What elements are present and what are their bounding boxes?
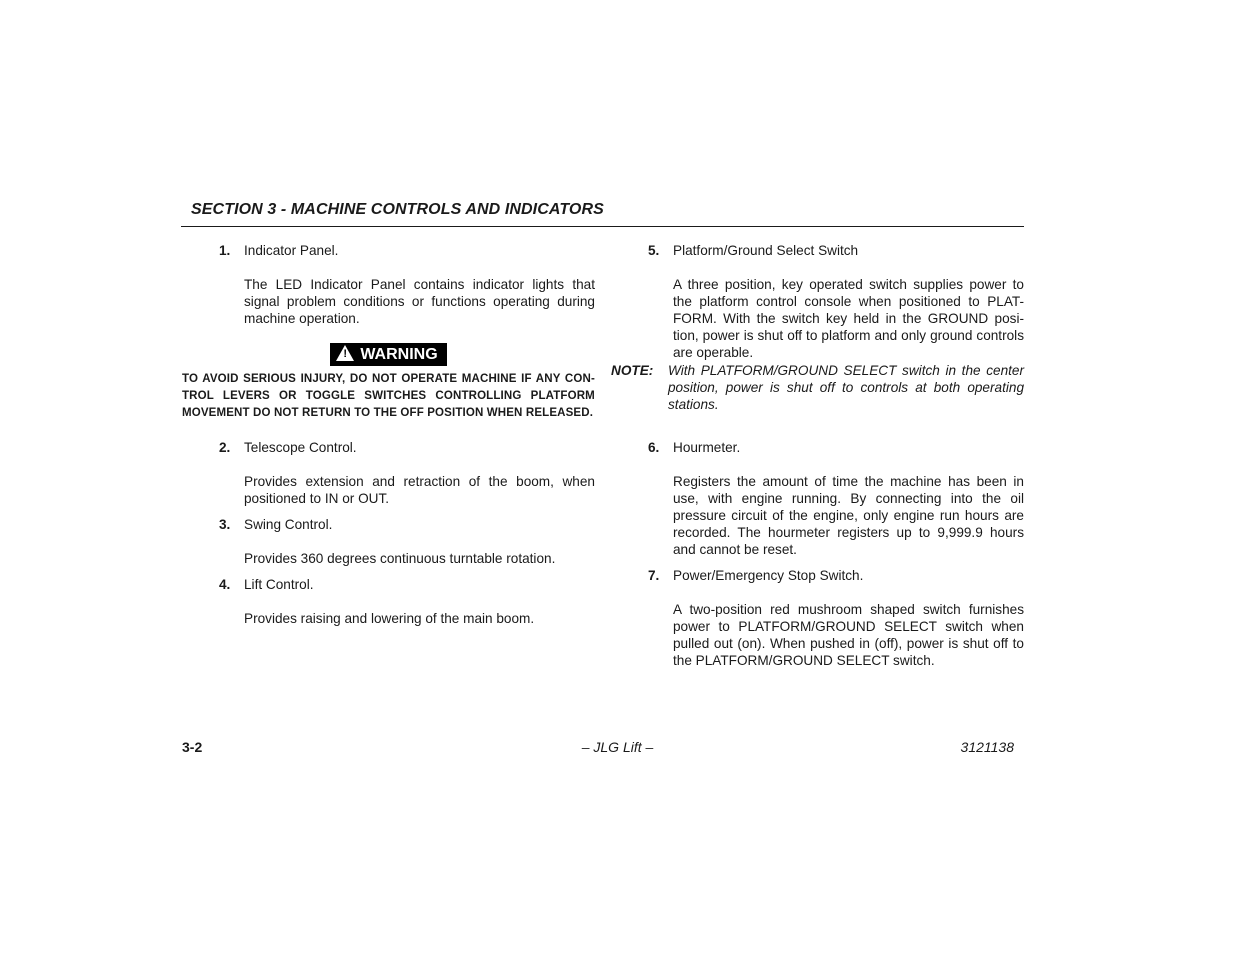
item-number: 2. <box>219 440 231 455</box>
item-7-heading <box>611 567 1024 584</box>
item-4-body: Provides raising and lowering of the main boom. <box>244 611 535 626</box>
item-2-body: Provides extension and retraction of the boom, when positioned to IN or OUT. <box>244 474 595 506</box>
document-number: 3121138 <box>960 739 1014 755</box>
item-title: Hourmeter. <box>673 440 741 455</box>
item-number: 4. <box>219 577 231 592</box>
item-number: 6. <box>648 440 660 455</box>
item-1-heading <box>182 242 595 259</box>
note-label: NOTE: <box>611 363 654 378</box>
item-number: 5. <box>648 243 660 258</box>
item-6-body: Registers the amount of time the machine has been in use, with engine running. By connecting into the oil pressure circuit of the engine, only engine run hours are recorded. The hourmeter registers up to 9,999.9 hours and cannot be reset. <box>673 474 1024 557</box>
right-column <box>611 242 1024 678</box>
item-title: Power/Emergency Stop Switch. <box>673 568 864 583</box>
item-6-heading <box>611 439 1024 456</box>
note-text: With PLATFORM/GROUND SELECT switch in the center position, power is shut off to controls at both operating stations. <box>668 363 1024 412</box>
header-divider <box>181 226 1024 227</box>
section-title: SECTION 3 - MACHINE CONTROLS AND INDICATORS <box>191 201 604 218</box>
item-5-body: A three position, key operated switch supplies power to the platform control console when positioned to PLAT-FORM. With the switch key held in the GROUND posi-tion, power is shut off to platform and only ground controls are operable. <box>673 277 1024 360</box>
item-title: Platform/Ground Select Switch <box>673 243 859 258</box>
item-title: Indicator Panel. <box>244 243 339 258</box>
item-number: 1. <box>219 243 231 258</box>
warning-triangle-icon: ! <box>336 345 354 361</box>
footer-brand: – JLG Lift – <box>581 739 654 755</box>
item-1-body: The LED Indicator Panel contains indicator lights that signal problem conditions or functions operating during machine operation. <box>244 277 595 326</box>
item-title: Telescope Control. <box>244 440 357 455</box>
item-number: 7. <box>648 568 660 583</box>
left-column <box>182 242 595 636</box>
item-5-heading <box>611 242 1024 259</box>
warning-label: WARNING <box>360 346 438 363</box>
item-title: Swing Control. <box>244 517 333 532</box>
item-3-heading <box>182 516 595 533</box>
note-block <box>611 362 1024 413</box>
warning-banner <box>182 343 595 366</box>
item-2-heading <box>182 439 595 456</box>
item-number: 3. <box>219 517 231 532</box>
item-7-body: A two-position red mushroom shaped switch furnishes power to PLATFORM/GROUND SELECT switch when pulled out (on). When pushed in (off), power is shut off to the PLATFORM/GROUND SELECT switch. <box>673 602 1024 668</box>
item-4-heading <box>182 576 595 593</box>
page-number: 3-2 <box>182 739 203 755</box>
item-3-body: Provides 360 degrees continuous turntable rotation. <box>244 551 556 566</box>
warning-text: TO AVOID SERIOUS INJURY, DO NOT OPERATE MACHINE IF ANY CON-TROL LEVERS OR TOGGLE SWITCHES CONTROLLING PLATFORM MOVEMENT DO NOT RETURN TO THE OFF POSITION WHEN RELEASED. <box>182 371 595 419</box>
warning-badge <box>330 343 446 366</box>
item-title: Lift Control. <box>244 577 314 592</box>
